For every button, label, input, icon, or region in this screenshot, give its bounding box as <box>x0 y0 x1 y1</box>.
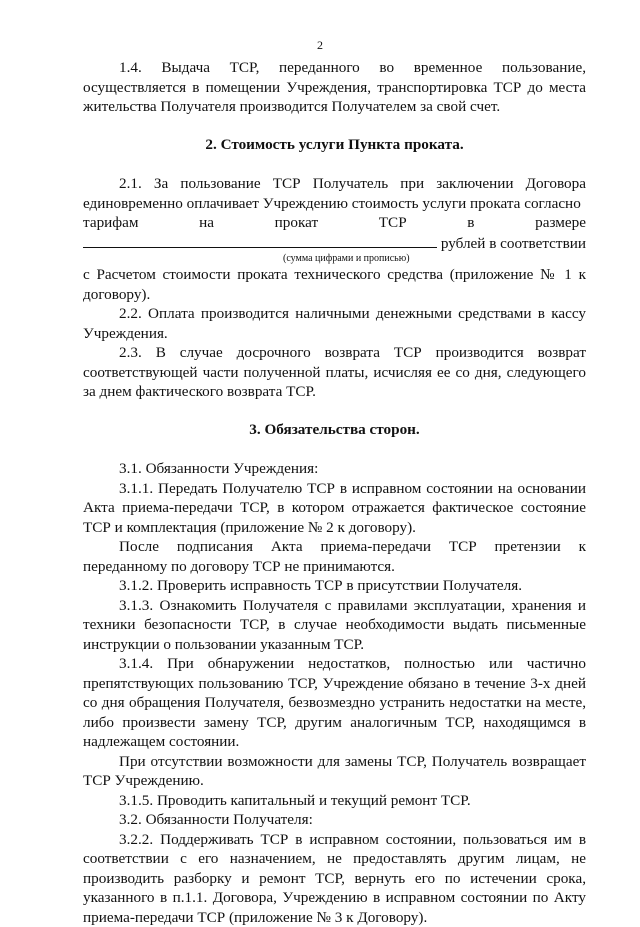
section-2-heading: 2. Стоимость услуги Пункта проката. <box>83 135 586 155</box>
amount-note: (сумма цифрами и прописью) <box>83 253 586 265</box>
tariff-word: на <box>199 213 214 233</box>
paragraph-3-1-4-note: При отсутствии возможности для замены ТСР, Получатель возвращает ТСР Учреждению. <box>83 752 586 791</box>
tariff-word: в <box>467 213 474 233</box>
paragraph-3-1-5: 3.1.5. Проводить капитальный и текущий ремонт ТСР. <box>83 791 586 811</box>
tariff-word: тарифам <box>83 213 138 233</box>
amount-tail-text: рублей в соответствии <box>441 234 586 254</box>
paragraph-3-2-2: 3.2.2. Поддерживать ТСР в исправном состоянии, пользоваться им в соответствии с его назначением, не предоставлять другим лицам, не производить разборку и ремонт ТСР, вернуть его по истечении срока, указанного в п.1.1. Договора, Учреждению в исправном состоянии по Акту приема-передачи ТСР (приложение № 3 к Договору). <box>83 830 586 927</box>
paragraph-3-1-1-note: После подписания Акта приема-передачи ТСР претензии к переданному по договору ТСР не принимаются. <box>83 537 586 576</box>
amount-blank-field <box>83 233 437 248</box>
paragraph-3-1-1: 3.1.1. Передать Получателю ТСР в исправном состоянии на основании Акта приема-передачи ТСР, в котором отражается фактическое состояние ТСР и комплектация (приложение № 2 к договору). <box>83 479 586 538</box>
paragraph-2-2: 2.2. Оплата производится наличными денежными средствами в кассу Учреждения. <box>83 304 586 343</box>
tariff-line <box>83 213 586 233</box>
amount-fill-line <box>83 233 586 254</box>
section-3-heading: 3. Обязательства сторон. <box>83 420 586 440</box>
paragraph-3-2: 3.2. Обязанности Получателя: <box>83 810 586 830</box>
paragraph-2-3: 2.3. В случае досрочного возврата ТСР производится возврат соответствующей части полученной платы, исчисляя ее со дня, следующего за днем фактического возврата ТСР. <box>83 343 586 402</box>
document-body <box>83 58 586 927</box>
paragraph-3-1-2: 3.1.2. Проверить исправность ТСР в присутствии Получателя. <box>83 576 586 596</box>
page-number: 2 <box>0 38 640 53</box>
tariff-word: прокат <box>275 213 318 233</box>
paragraph-1-4: 1.4. Выдача ТСР, переданного во временное пользование, осуществляется в помещении Учреждения, транспортировка ТСР до места жительства Получателя производится Получателем за свой счет. <box>83 58 586 117</box>
paragraph-3-1-3: 3.1.3. Ознакомить Получателя с правилами эксплуатации, хранения и техники безопасности ТСР, в случае необходимости выдать письменные инструкции о пользовании указанным ТСР. <box>83 596 586 655</box>
paragraph-3-1-4: 3.1.4. При обнаружении недостатков, полностью или частично препятствующих пользованию ТСР, Учреждение обязано в течение 3-х дней со дня обращения Получателя, безвозмездно устранить недостатки на месте, либо произвести замену ТСР, другим аналогичным ТСР, находящимся в надлежащем состоянии. <box>83 654 586 752</box>
tariff-word: размере <box>535 213 586 233</box>
paragraph-2-1-continued: с Расчетом стоимости проката технического средства (приложение № 1 к договору). <box>83 265 586 304</box>
tariff-word: ТСР <box>379 213 407 233</box>
paragraph-3-1: 3.1. Обязанности Учреждения: <box>83 459 586 479</box>
paragraph-2-1: 2.1. За пользование ТСР Получатель при заключении Договора единовременно оплачивает Учреждению стоимость услуги проката согласно <box>83 174 586 213</box>
